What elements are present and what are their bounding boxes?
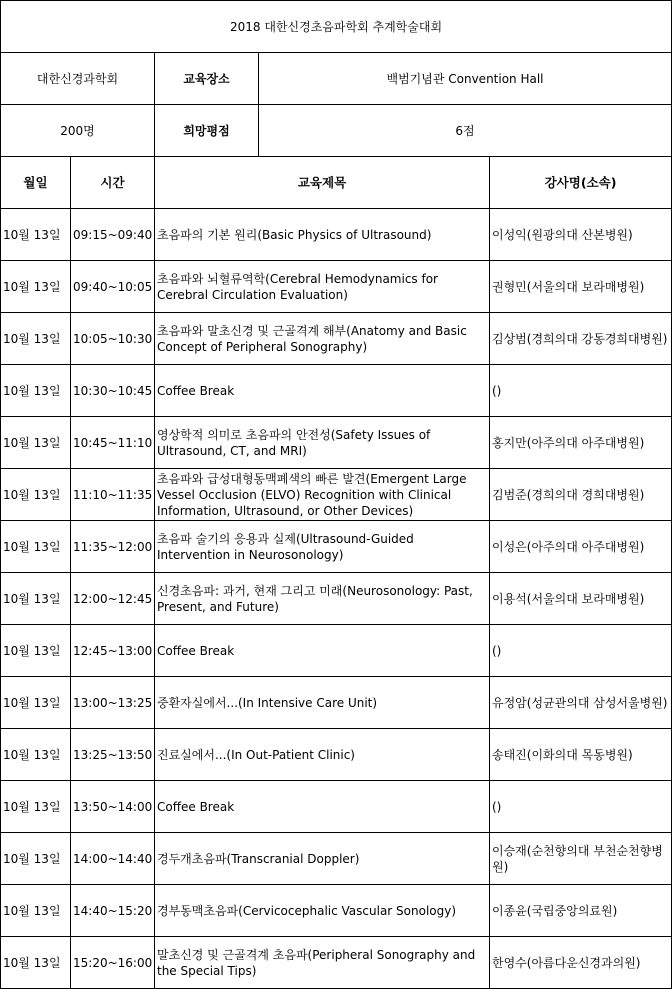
table-row xyxy=(1,885,672,937)
row-time: 12:45~13:00 xyxy=(71,625,155,677)
row-topic: 초음파와 급성대형동맥폐색의 빠른 발견(Emergent Large Vessel Occlusion (ELVO) Recognition with Clinical Information, Ultrasound, or Other Devices) xyxy=(155,469,490,521)
row-date: 10월 13일 xyxy=(1,417,71,469)
row-time: 10:05~10:30 xyxy=(71,313,155,365)
row-date: 10월 13일 xyxy=(1,729,71,781)
row-speaker: 이성익(원광의대 산본병원) xyxy=(490,209,672,261)
row-date: 10월 13일 xyxy=(1,261,71,313)
row-time: 13:25~13:50 xyxy=(71,729,155,781)
row-speaker: 이용석(서울의대 보라매병원) xyxy=(490,573,672,625)
column-header-topic: 교육제목 xyxy=(155,157,490,209)
score-value: 6점 xyxy=(259,105,672,157)
table-row xyxy=(1,573,672,625)
row-date: 10월 13일 xyxy=(1,469,71,521)
row-date: 10월 13일 xyxy=(1,677,71,729)
row-time: 10:45~11:10 xyxy=(71,417,155,469)
capacity-row xyxy=(1,105,672,157)
row-time: 13:00~13:25 xyxy=(71,677,155,729)
row-topic: Coffee Break xyxy=(155,625,490,677)
row-topic: 초음파의 기본 원리(Basic Physics of Ultrasound) xyxy=(155,209,490,261)
row-time: 09:40~10:05 xyxy=(71,261,155,313)
row-speaker: 홍지만(아주의대 아주대병원) xyxy=(490,417,672,469)
table-row xyxy=(1,521,672,573)
row-date: 10월 13일 xyxy=(1,573,71,625)
row-topic: 진료실에서...(In Out-Patient Clinic) xyxy=(155,729,490,781)
venue-value: 백범기념관 Convention Hall xyxy=(259,53,672,105)
row-topic: 중환자실에서...(In Intensive Care Unit) xyxy=(155,677,490,729)
row-topic: Coffee Break xyxy=(155,365,490,417)
row-date: 10월 13일 xyxy=(1,885,71,937)
table-row xyxy=(1,469,672,521)
row-topic: 초음파와 말초신경 및 근골격계 해부(Anatomy and Basic Concept of Peripheral Sonography) xyxy=(155,313,490,365)
table-row xyxy=(1,261,672,313)
row-speaker: 유정암(성균관의대 삼성서울병원) xyxy=(490,677,672,729)
table-row xyxy=(1,833,672,885)
organizer: 대한신경과학회 xyxy=(1,53,155,105)
score-label: 희망평점 xyxy=(155,105,259,157)
row-speaker: () xyxy=(490,625,672,677)
row-speaker: 한영수(아름다운신경과의원) xyxy=(490,937,672,989)
row-speaker: 권형민(서울의대 보라매병원) xyxy=(490,261,672,313)
row-topic: 경부동맥초음파(Cervicocephalic Vascular Sonology) xyxy=(155,885,490,937)
table-row xyxy=(1,625,672,677)
row-topic: 경두개초음파(Transcranial Doppler) xyxy=(155,833,490,885)
row-date: 10월 13일 xyxy=(1,365,71,417)
row-topic: 초음파 술기의 응용과 실제(Ultrasound-Guided Intervention in Neurosonology) xyxy=(155,521,490,573)
table-row xyxy=(1,677,672,729)
row-speaker: () xyxy=(490,365,672,417)
row-speaker: 이승재(순천향의대 부천순천향병원) xyxy=(490,833,672,885)
row-speaker: 이성은(아주의대 아주대병원) xyxy=(490,521,672,573)
column-header-row xyxy=(1,157,672,209)
column-header-speaker: 강사명(소속) xyxy=(490,157,672,209)
row-topic: 신경초음파: 과거, 현재 그리고 미래(Neurosonology: Past, Present, and Future) xyxy=(155,573,490,625)
row-time: 12:00~12:45 xyxy=(71,573,155,625)
row-topic: Coffee Break xyxy=(155,781,490,833)
row-topic: 초음파와 뇌혈류역학(Cerebral Hemodynamics for Cerebral Circulation Evaluation) xyxy=(155,261,490,313)
row-time: 10:30~10:45 xyxy=(71,365,155,417)
venue-row xyxy=(1,53,672,105)
capacity-value: 200명 xyxy=(1,105,155,157)
row-date: 10월 13일 xyxy=(1,781,71,833)
row-date: 10월 13일 xyxy=(1,937,71,989)
row-date: 10월 13일 xyxy=(1,625,71,677)
row-topic: 영상학적 의미로 초음파의 안전성(Safety Issues of Ultrasound, CT, and MRI) xyxy=(155,417,490,469)
table-row xyxy=(1,209,672,261)
row-time: 11:35~12:00 xyxy=(71,521,155,573)
row-speaker: 김상범(경희의대 강동경희대병원) xyxy=(490,313,672,365)
row-time: 11:10~11:35 xyxy=(71,469,155,521)
row-speaker: 이종윤(국립중앙의료원) xyxy=(490,885,672,937)
table-row xyxy=(1,729,672,781)
row-time: 15:20~16:00 xyxy=(71,937,155,989)
row-date: 10월 13일 xyxy=(1,521,71,573)
column-header-date: 월일 xyxy=(1,157,71,209)
row-speaker: () xyxy=(490,781,672,833)
row-date: 10월 13일 xyxy=(1,833,71,885)
row-topic: 말초신경 및 근골격계 초음파(Peripheral Sonography and the Special Tips) xyxy=(155,937,490,989)
venue-label: 교육장소 xyxy=(155,53,259,105)
row-date: 10월 13일 xyxy=(1,209,71,261)
row-speaker: 송태진(이화의대 목동병원) xyxy=(490,729,672,781)
table-row xyxy=(1,417,672,469)
table-row xyxy=(1,937,672,989)
row-time: 14:00~14:40 xyxy=(71,833,155,885)
table-row xyxy=(1,365,672,417)
table-row xyxy=(1,313,672,365)
row-date: 10월 13일 xyxy=(1,313,71,365)
table-row xyxy=(1,781,672,833)
title-row xyxy=(1,1,672,53)
row-time: 13:50~14:00 xyxy=(71,781,155,833)
event-title: 2018 대한신경초음파학회 추계학술대회 xyxy=(1,1,672,53)
row-speaker: 김범준(경희의대 경희대병원) xyxy=(490,469,672,521)
row-time: 09:15~09:40 xyxy=(71,209,155,261)
column-header-time: 시간 xyxy=(71,157,155,209)
row-time: 14:40~15:20 xyxy=(71,885,155,937)
